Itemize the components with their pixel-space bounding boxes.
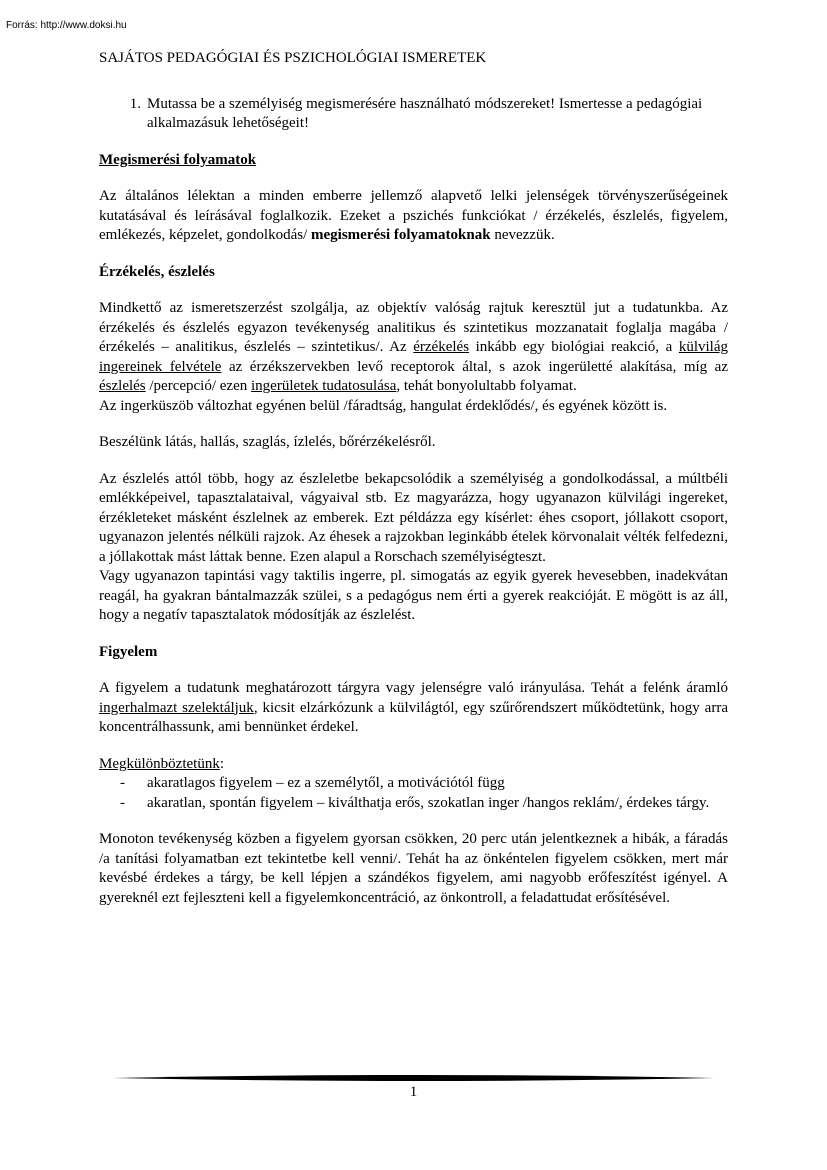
paragraph-erzekeles-2: Az ingerküszöb változhat egyénen belül /fáradtság, hangulat érdeklődés/, és egyének között is. bbox=[99, 397, 668, 414]
paragraph-figyelem-2: Monoton tevékenység közben a figyelem gyorsan csökken, 20 perc után jelentkeznek a hibák, a fáradás /a tanítási folyamatban ezt tekintetbe kell venni/. Tehát ha az önkéntelen figyelem csökken, mert már kevésbé érdekes a tárgy, be kell lépjen a szándékos figyelem, ami nagyobb erőfeszítést igényel. A gyereknél ezt fejleszteni kell a figyelemkoncentráció, az önkontroll, a feladattudat erősítésével. bbox=[99, 831, 728, 906]
heading-megismeresi: Megismerési folyamatok bbox=[99, 151, 257, 168]
list-marker: - bbox=[120, 775, 125, 791]
paragraph-megismeresi: Az általános lélektan a minden emberre jellemző alapvető lelki jelenségek törvényszerűségeinek kutatásával és leírásával foglalkozik. Ezeket a pszichés funkciókat / érzékelés, észlelés, figyelem, emlékezés, képzelet, gondolkodás/ megismerési folyamatoknak nevezzük. bbox=[99, 188, 728, 243]
heading-figyelem: Figyelem bbox=[99, 643, 158, 660]
document-title: SAJÁTOS PEDAGÓGIAI ÉS PSZICHOLÓGIAI ISMERETEK bbox=[99, 50, 487, 66]
list-item-text: akaratlagos figyelem – ez a személytől, a motivációtól függ bbox=[147, 775, 505, 791]
paragraph-erzekeles-3: Beszélünk látás, hallás, szaglás, ízlelés, bőrérzékelésről. bbox=[99, 434, 436, 450]
list-item bbox=[99, 794, 728, 814]
paragraph-erzekeles-5: Vagy ugyanazon tapintási vagy taktilis ingerre, pl. simogatás az egyik gyerek hevesebben, inadekvátan reagál, ha gyakran bántalmazzák szülei, s a pedagógus nem érti a gyerek reakcióját. E mögött is az áll, hogy a negatív tapasztalatok módosítják az észlelést. bbox=[99, 568, 728, 623]
paragraph-erzekeles-4: Az észlelés attól több, hogy az észleletbe bekapcsolódik a személyiség a gondolkodással, a múltbéli emlékképeivel, tapasztalataival, vágyaival stb. Ez magyarázza, hogy ugyanazon külvilági ingereket, érzékleteket másként észlelnek az emberek. Ezt példázza egy kísérlet: éhes csoport, jóllakott csoport, ugyanazon jelentés nélküli rajzok. Az éhesek a rajzokban leginkább ételek körvonalait vélték felfedezni, a jóllakottak mást láttak benne. Ezen alapul a Rorschach személyiségteszt. bbox=[99, 470, 728, 565]
footer-divider bbox=[112, 1073, 714, 1083]
question-text: Mutassa be a személyiség megismerésére használható módszereket! Ismertesse a pedagógiai alkalmazásuk lehetőségeit! bbox=[147, 95, 703, 131]
distinguish-label: Megkülönböztetünk: bbox=[99, 755, 224, 772]
heading-erzekeles: Érzékelés, észlelés bbox=[99, 263, 215, 280]
document-page bbox=[99, 49, 728, 908]
paragraph-erzekeles-1: Mindkettő az ismeretszerzést szolgálja, az objektív valóság rajtuk keresztül jut a tudatunkba. Az érzékelés és észlelés egyazon tevékenység analitikus és szintetikus mozzanatait foglalja magába /érzékelés – analitikus, észlelés – szintetikus/. Az érzékelés inkább egy biológiai reakció, a külvilág ingereinek felvétele az érzékszervekben levő receptorok által, s azok ingerületté alakítása, míg az észlelés /percepció/ ezen ingerületek tudatosulása, tehát bonyolultabb folyamat. bbox=[99, 300, 729, 394]
attention-types-list bbox=[99, 774, 728, 813]
list-marker: - bbox=[120, 794, 125, 811]
question-item bbox=[99, 95, 728, 134]
question-number: 1. bbox=[129, 95, 141, 112]
paragraph-figyelem-1: A figyelem a tudatunk meghatározott tárgyra vagy jelenségre való irányulása. Tehát a felénk áramló ingerhalmazt szelektáljuk, kicsit elzárkózunk a külvilágtól, egy szűrőrendszert működtetünk, hogy arra koncentrálhassunk, ami bennünket érdekel. bbox=[99, 680, 728, 735]
list-item-text: akaratlan, spontán figyelem – kiválthatja erős, szokatlan inger /hangos reklám/, érdekes tárgy. bbox=[147, 794, 710, 811]
list-item bbox=[99, 774, 728, 794]
page-number: 1 bbox=[409, 1084, 418, 1100]
source-note: Forrás: http://www.doksi.hu bbox=[6, 20, 127, 31]
